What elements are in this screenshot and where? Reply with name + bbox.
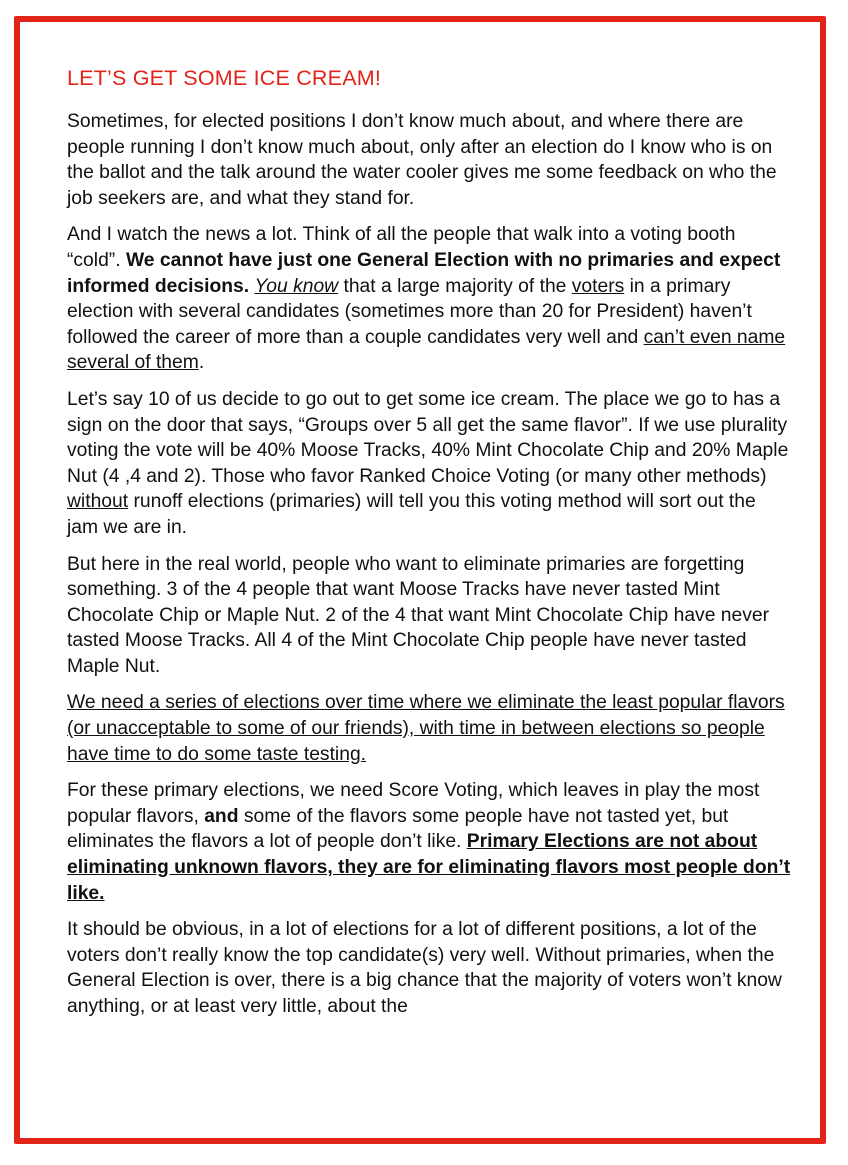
p6-text-c: some of the flavors some people have not tasted yet, but eliminates the flavors a lot of people don’t like. — [67, 805, 729, 853]
p2-voters: voters — [571, 275, 625, 297]
paragraph-2 — [67, 222, 791, 376]
p6-text-a: For these primary elections, we need Score Voting, which leaves in play the most popular flavors, — [67, 780, 760, 827]
paragraph-7: It should be obvious, in a lot of elections for a lot of different positions, a lot of the voters don’t really know the top candidate(s) very well. Without primaries, when the General Election is over, there is a big chance that the majority of voters won’t know anything, or at least very little, about the — [67, 919, 782, 1017]
paragraph-4: But here in the real world, people who want to eliminate primaries are forgetting something. 3 of the 4 people that want Moose Tracks have never tasted Mint Chocolate Chip or Maple Nut. 2 of the 4 that want Mint Chocolate Chip have never tasted Moose Tracks. All 4 of the Mint Chocolate Chip people have never tasted Maple Nut. — [67, 553, 770, 677]
p6-and: and — [204, 805, 239, 827]
p6-primary-statement: Primary Elections are not about eliminating unknown flavors, they are for eliminating flavors most people don’t like. — [67, 831, 791, 904]
paragraph-1: Sometimes, for elected positions I don’t know much about, and where there are people running I don’t know much about, only after an election do I know who is on the ballot and the talk around the water cooler gives me some feedback on who the job seekers are, and what they stand for. — [67, 111, 777, 209]
paragraph-5: We need a series of elections over time where we eliminate the least popular flavors (or unacceptable to some of our friends), with time in between elections so people have time to do some taste testing. — [67, 692, 785, 765]
p2-text-i: . — [198, 352, 205, 374]
p2-text-a: And I watch the news a lot. Think of all the people that walk into a voting booth “cold”. — [67, 224, 736, 271]
page-title: LET’S GET SOME ICE CREAM! — [67, 66, 382, 90]
paragraph-6 — [67, 778, 791, 906]
p2-you-know: You know — [254, 275, 339, 297]
p2-cant-name: can’t even name several of them — [67, 326, 786, 374]
p3-text-a: Let’s say 10 of us decide to go out to get some ice cream. The place we go to has a sign on the door that says, “Groups over 5 all get the same flavor”. If we use plurality voting the vote will be 40% Moose Tracks, 40% Mint Chocolate Chip and 20% Maple Nut (4 ,4 and 2). Those who favor Ranked Choice Voting (or many other methods) — [67, 388, 789, 487]
p3-text-c: runoff elections (primaries) will tell you this voting method will sort out the jam we are in. — [67, 491, 756, 538]
p2-text-e: that a large majority of the — [338, 275, 572, 297]
p3-without: without — [67, 491, 129, 513]
document-body — [67, 64, 791, 1031]
paragraph-3 — [67, 387, 791, 541]
p2-text-g: in a primary election with several candidates (sometimes more than 20 for President) haven’t followed the career of more than a couple candidates very well and — [67, 275, 752, 348]
p2-bold-statement: We cannot have just one General Election with no primaries and expect informed decisions. — [67, 249, 781, 297]
